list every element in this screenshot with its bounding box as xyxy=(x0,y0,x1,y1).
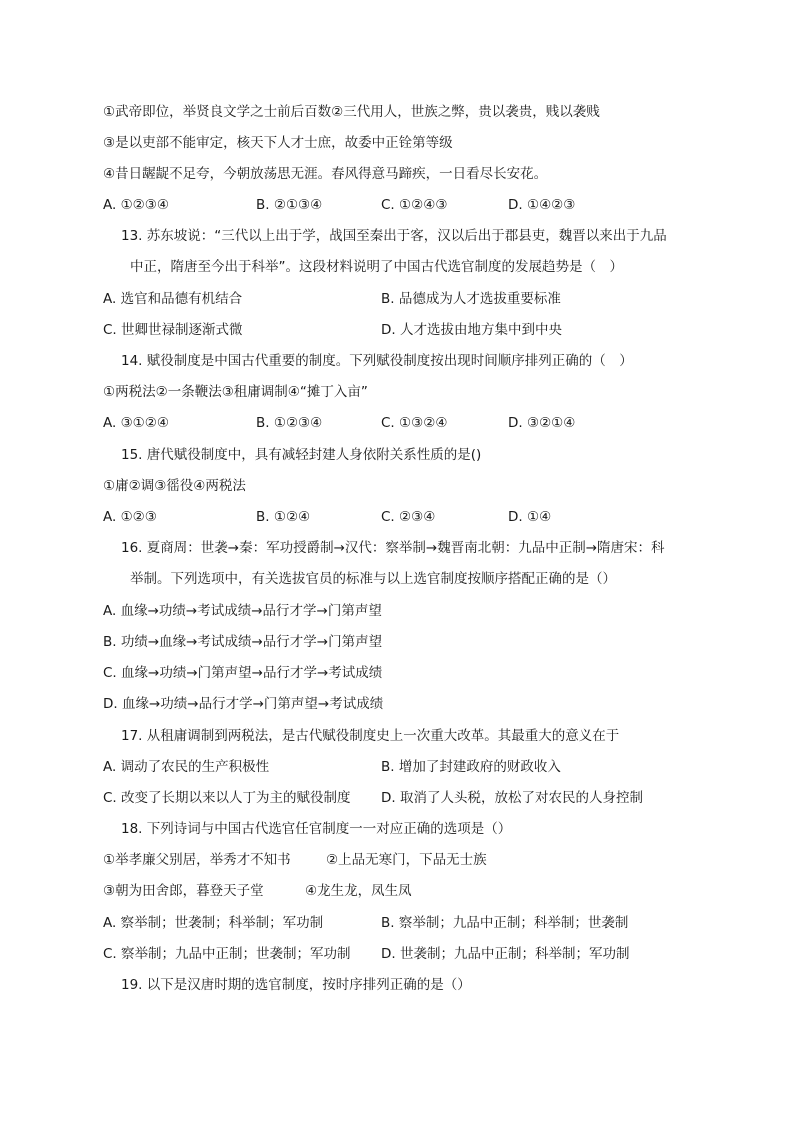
q15-items: ①庸②调③徭役④两税法 xyxy=(103,478,246,494)
q13-stem-line2: 中正，隋唐至今出于科举”。这段材料说明了中国古代选官制度的发展趋势是（ ） xyxy=(130,259,623,275)
q13-option-d: D. 人才选拔由地方集中到中央 xyxy=(381,322,562,338)
q15-option-b: B. ①②④ xyxy=(256,509,311,525)
q12-option-c: C. ①②④③ xyxy=(381,197,448,213)
q12-option-d: D. ①④②③ xyxy=(508,197,576,213)
q17-option-c: C. 改变了长期以来以人丁为主的赋役制度 xyxy=(103,790,351,806)
q16-option-a: A. 血缘→功绩→考试成绩→品行才学→门第声望 xyxy=(103,603,382,619)
q18-item2: ②上品无寒门，下品无士族 xyxy=(326,852,487,868)
q16-stem-line1: 16. 夏商周：世袭→秦：军功授爵制→汉代：察举制→魏晋南北朝：九品中正制→隋唐宋：科 xyxy=(121,540,665,556)
q18-item3: ③朝为田舍郎，暮登天子堂 xyxy=(103,883,264,899)
q16-option-d: D. 血缘→功绩→品行才学→门第声望→考试成绩 xyxy=(103,696,384,712)
q17-option-b: B. 增加了封建政府的财政收入 xyxy=(381,759,561,775)
q18-item4: ④龙生龙，凤生凤 xyxy=(305,883,412,899)
q18-item1: ①举孝廉父别居，举秀才不知书 xyxy=(103,852,291,868)
q13-option-c: C. 世卿世禄制逐渐式微 xyxy=(103,322,243,338)
q17-option-d: D. 取消了人头税，放松了对农民的人身控制 xyxy=(381,790,643,806)
q15-option-c: C. ②③④ xyxy=(381,509,436,525)
q19-stem: 19. 以下是汉唐时期的选官制度，按时序排列正确的是（） xyxy=(121,977,471,993)
q15-stem: 15. 唐代赋役制度中，具有减轻封建人身依附关系性质的是() xyxy=(121,447,482,463)
q12-option-a: A. ①②③④ xyxy=(103,197,169,213)
q18-option-b: B. 察举制；九品中正制；科举制；世袭制 xyxy=(381,915,629,931)
q13-option-a: A. 选官和品德有机结合 xyxy=(103,291,243,307)
q14-stem: 14. 赋役制度是中国古代重要的制度。下列赋役制度按出现时间顺序排列正确的（ ） xyxy=(121,353,633,369)
q18-option-a: A. 察举制；世袭制；科举制；军功制 xyxy=(103,915,324,931)
q14-option-d: D. ③②①④ xyxy=(508,415,576,431)
q16-option-c: C. 血缘→功绩→门第声望→品行才学→考试成绩 xyxy=(103,665,383,681)
q14-option-b: B. ①②③④ xyxy=(256,415,323,431)
q13-option-b: B. 品德成为人才选拔重要标准 xyxy=(381,291,561,307)
q13-stem-line1: 13. 苏东坡说：“三代以上出于学，战国至秦出于客，汉以后出于郡县吏，魏晋以来出于九品 xyxy=(121,228,667,244)
q12-option-b: B. ②①③④ xyxy=(256,197,323,213)
q12-item1: ①武帝即位，举贤良文学之士前后百数②三代用人，世族之弊，贵以袭贵，贱以袭贱 xyxy=(103,104,600,120)
q12-item4: ④昔日龌龊不足夸，今朝放荡思无涯。春风得意马蹄疾，一日看尽长安花。 xyxy=(103,166,548,182)
q16-option-b: B. 功绩→血缘→考试成绩→品行才学→门第声望 xyxy=(103,634,383,650)
q15-option-d: D. ①④ xyxy=(508,509,552,525)
q17-stem: 17. 从租庸调制到两税法，是古代赋役制度史上一次重大改革。其最重大的意义在于 xyxy=(121,728,620,744)
q17-option-a: A. 调动了农民的生产积极性 xyxy=(103,759,270,775)
q18-stem: 18. 下列诗词与中国古代选官任官制度一一对应正确的选项是（） xyxy=(121,821,512,837)
q16-stem-line2: 举制。下列选项中，有关选拔官员的标准与以上选官制度按顺序搭配正确的是（） xyxy=(130,571,616,587)
q18-option-c: C. 察举制；九品中正制；世袭制；军功制 xyxy=(103,946,351,962)
q12-item3: ③是以吏部不能审定，核天下人才士庶，故委中正铨第等级 xyxy=(103,135,453,151)
q14-option-c: C. ①③②④ xyxy=(381,415,448,431)
q18-option-d: D. 世袭制；九品中正制；科举制；军功制 xyxy=(381,946,630,962)
q14-option-a: A. ③①②④ xyxy=(103,415,169,431)
q14-items: ①两税法②一条鞭法③租庸调制④“摊丁入亩” xyxy=(103,384,368,400)
q15-option-a: A. ①②③ xyxy=(103,509,157,525)
